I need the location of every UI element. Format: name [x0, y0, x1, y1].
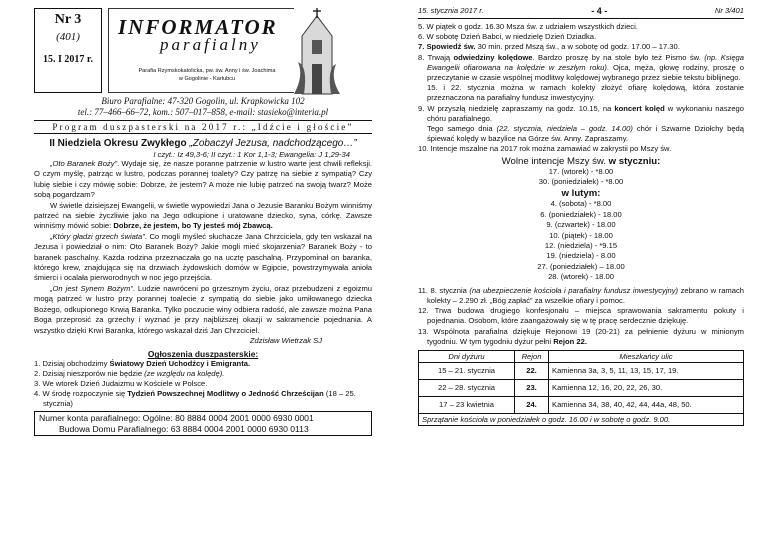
masthead	[34, 8, 372, 98]
duty-days-cell: 22 – 28. stycznia	[419, 379, 515, 396]
announcement-item: 6. W sobotę Dzień Babci, w niedzielę Dzień Dziadka.	[418, 32, 597, 42]
header-issue: Nr 3/401	[714, 6, 744, 15]
readings: I czyt.: Iz 49,3-6; II czyt.: 1 Kor 1,1-3; Ewangelia: J 1,29-34	[153, 150, 350, 159]
bank-accounts	[34, 411, 372, 436]
page-number: - 4 -	[591, 6, 608, 16]
mass-date: 30. (poniedziałek) - *8.00	[538, 177, 624, 187]
column-header: Rejon	[515, 350, 549, 362]
announcement-item: 12. Trwa budowa drugiego konfesjonału – miejsca sprawowania sakramentu pokuty i pojednania. Osobom, które zaangażowały się w tę pracę serdecznie dziękuję.	[418, 306, 744, 326]
program-banner: Program duszpasterski na 2017 r.: „Idźcie i głoście”	[34, 120, 372, 134]
announcement-item: 5. W piątek o godz. 16.30 Msza św. z udziałem wszystkich dzieci.	[418, 22, 638, 31]
mass-date: 27. (poniedziałek) – 18.00	[537, 261, 625, 271]
issue-number: Nr 3	[54, 12, 82, 27]
february-dates	[418, 199, 744, 282]
region-cell: 22.	[515, 362, 549, 379]
table-row	[419, 362, 744, 379]
announcement-item: 13. Wspólnota parafialna dziękuje Rejonowi 19 (20-21) za pełnienie dyżuru w minionym tygodniu. W tym tygodniu dyżur pełni Rejon 22.	[418, 326, 744, 346]
issue-count: (401)	[56, 31, 80, 43]
mass-date: 17. (wtorek) - *8.00	[548, 166, 614, 176]
table-row	[419, 379, 744, 396]
announcement-item: 1. Dzisiaj obchodzimy Światowy Dzień Uchodźcy i Emigranta.	[34, 359, 251, 369]
cleaning-note: Sprzątanie kościoła w poniedziałek o godz. 16.00 i w sobotę o godz. 9.00.	[419, 413, 744, 425]
mass-date: 10. (piątek) - 18.00	[549, 230, 613, 240]
account-building: Budowa Domu Parafialnego: 63 8884 0004 2001 0000 6930 0113	[59, 423, 309, 434]
table-footer-row	[419, 413, 744, 425]
mass-date: 9. (czwartek) - 18.00	[546, 220, 616, 230]
announcement-item: 3. We wtorek Dzień Judaizmu w Kościele w Polsce.	[34, 379, 208, 389]
issue-box	[34, 8, 102, 93]
parish-name: Parafia Rzymskokatolicka, pw. św. Anny i św. Joachima w Gogolinie - Karłubcu	[138, 68, 276, 82]
right-page	[384, 0, 768, 543]
author-signature: Zdzisław Wietrzak SJ	[249, 335, 322, 345]
account-general: Numer konta parafialnego: Ogólne: 80 8884 0004 2001 0000 6930 0001	[39, 413, 314, 424]
february-heading: w lutym:	[561, 188, 601, 200]
mass-date: 6. (poniedziałek) - 18.00	[540, 209, 622, 219]
announcements-list	[34, 359, 372, 409]
streets-cell: Kamienna 3a, 3, 5, 11, 13, 15, 17, 19.	[549, 362, 744, 379]
title-box	[108, 8, 336, 93]
mass-date: 19. (niedziela) - 8.00	[546, 251, 616, 261]
church-icon	[294, 6, 340, 96]
announcement-subitem: Tego samego dnia (22. stycznia, niedziela – godz. 14.00) chór i Szwarne Dziołchy będą śpiewać kolędy w bazylice na Górze św. Anny. Zapraszamy.	[427, 124, 744, 144]
announcement-subitem: 15. i 22. stycznia można w ramach kolekty złożyć ofiarę kolędową, która zostanie przeznaczona na parafialny fundusz inwestycyjny.	[427, 83, 744, 103]
issue-date: 15. I 2017 r.	[43, 54, 93, 65]
streets-cell: Kamienna 34, 38, 40, 42, 44, 44a, 48, 50.	[549, 396, 744, 413]
announcement-item: 10. Intencje mszalne na 2017 rok można zamawiać w zakrystii po Mszy św.	[418, 144, 672, 154]
office-address: Biuro Parafialne: 47-320 Gogolin, ul. Krapkowicka 102	[101, 96, 305, 106]
homily-paragraph: „Który gładzi grzech świata”. Co mogli myśleć słuchacze Jana Chrzciciela, gdy ten wskazał na Jezusa i powiedział o nim: Oto Baranek Boży? Jakie mogli mieć skojarzenia? Baranek Boży - to baranek paschalny. Każda rodzina przeznaczała go na ucztę paschalną. Przypominał on baranka, którego krew, znajdująca się na drzwiach żydowskich domów w Egipcie, powstrzymywała anioła śmierci i ocalała pierworodnych w noc jego przejścia.	[34, 231, 372, 283]
mass-date: 28. (wtorek) - 18.00	[548, 272, 614, 282]
region-cell: 23.	[515, 379, 549, 396]
mass-date: 12. (niedziela) - *9.15	[544, 241, 618, 251]
duty-table	[418, 350, 744, 426]
title-parafialny: parafialny	[160, 35, 261, 54]
homily-paragraph: W świetle dzisiejszej Ewangelii, w świetle wypowiedzi Jana o Jezusie Baranku Bożym winniśmy patrzeć na siebie życzliwie jako na Jego odkupione i uratowane dziecko, syna, córkę. Zawsze winniśmy mówić sobie: Dobrze, że jestem, bo Ty jesteś mój Zbawcą.	[34, 200, 372, 231]
january-dates	[418, 167, 744, 188]
table-header-row	[419, 350, 744, 362]
mass-intentions-title: Wolne intencje Mszy św. w styczniu:	[501, 155, 661, 167]
header-date: 15. stycznia 2017 r.	[418, 6, 484, 15]
column-header: Dni dyżuru	[419, 350, 515, 362]
duty-days-cell: 15 – 21. stycznia	[419, 362, 515, 379]
homily-paragraph: „On jest Synem Bożym”. Ludzie nawróceni po grzesznym życiu, oraz przebudzeni z egoizmu mogą patrzeć w lustro przy porannej toalecie z sympatią do siebie jako umiłowanego dziecka Bożego, odkupionego Krwią Baranka. Tylko poczucie winy odbiera radość, ale zawsze można Pana Boga przeprosić za grzechy i wyznać je przy najbliższej okazji w sakramencie pojednania. A wszystko dzięki Krwi Baranka, którego wskazał dziś Jan Chrzciciel.	[34, 283, 372, 335]
streets-cell: Kamienna 12, 16, 20, 22, 26, 30.	[549, 379, 744, 396]
region-cell: 24.	[515, 396, 549, 413]
homily	[34, 159, 372, 346]
announcement-item: 11. 8. stycznia (na ubezpieczenie kościoła i parafialny fundusz inwestycyjny) zebrano w ramach kolekty – 2.290 zł. „Bóg zapłać” za wszelkie ofiary i pomoc.	[418, 285, 744, 305]
column-header: Mieszkańcy ulic	[549, 350, 744, 362]
duty-days-cell: 17 – 23 kwietnia	[419, 396, 515, 413]
announcements-final	[418, 286, 744, 347]
page-header	[418, 6, 744, 19]
announcement-item: 2. Dzisiaj nieszporów nie będzie (ze względu na kolędę).	[34, 369, 225, 379]
announcement-item: 4. W środę rozpoczynie się Tydzień Powszechnej Modlitwy o Jedność Chrześcijan (18 – 25. stycznia)	[34, 389, 356, 409]
address-block	[34, 96, 372, 118]
announcements-continued	[418, 22, 744, 155]
announcements-title: Ogłoszenia duszpasterskie:	[147, 349, 259, 360]
contact-line: tel.: 77–466–66–72, kom.: 507–017–858, e-mail: stasieko@interia.pl	[77, 107, 329, 117]
sunday-title: II Niedziela Okresu Zwykłego „Zobaczył Jezusa, nadchodzącego…”	[49, 138, 357, 149]
announcement-item: 7. Spowiedź św. 30 min. przed Mszą św., a w sobotę od godz. 17.00 – 17.30.	[418, 42, 680, 52]
homily-paragraph: „Oto Baranek Boży”. Wydaje się, że nasze poranne patrzenie w lustro warte jest chwili refleksji. O czym myślę, patrząc w lustro, podczas porannej toalety? Czy patrzę na siebie z sympatią? Czy lubię siebie i czy mówię sobie: Dobrze, że jestem? A może nie lubię patrzeć na swoją twarz? Może sobą pogardzam?	[34, 159, 373, 200]
announcement-item: 8. Trwają odwiedziny kolędowe. Bardzo proszę by na stole było też Pismo św. (np. Księga Ewangelii ofiarowana na kolędzie w zeszłym roku). Ojca, męża, głowę rodziny, proszę o przeczytanie w czasie wspólnej modlitwy kolędowej wybranego przez siebie tekstu biblijnego.	[418, 52, 745, 83]
announcement-item: 9. W przyszłą niedzielę zapraszamy na godz. 10.15, na koncert kolęd w wykonaniu naszego chóru parafialnego.	[418, 103, 744, 123]
table-row	[419, 396, 744, 413]
title-informator: INFORMATOR	[118, 15, 278, 39]
mass-date: 4. (sobota) - *8.00	[550, 199, 612, 209]
